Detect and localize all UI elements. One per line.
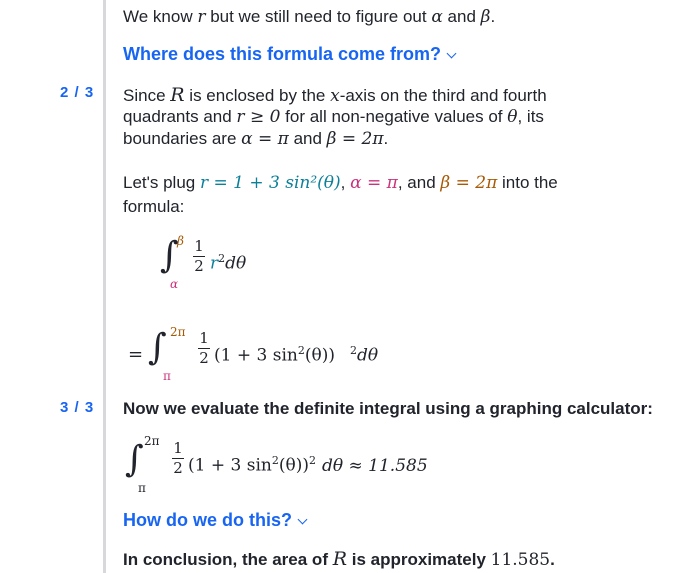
plug-line2: formula:: [123, 197, 185, 216]
lower-bound: α: [170, 277, 179, 291]
half-fraction: 1 2: [199, 329, 209, 367]
upper-bound: 2π: [170, 325, 186, 339]
integrand: (1 + 3 $\sin^2(\theta))^2$ dθ ≈ 11.585: [188, 454, 428, 476]
lower-bound: π: [138, 481, 146, 495]
chevron-down-icon: [447, 49, 457, 59]
half-fraction: 1 2: [173, 439, 183, 477]
step-number-2: 2 / 3: [60, 84, 95, 101]
chevron-down-icon: [298, 515, 308, 525]
plug-line1: Let's plug r = 1 + 3 sin²(θ), α = π, and β = 2π into the: [123, 173, 558, 193]
step-number-3: 3 / 3: [60, 399, 95, 416]
integrand: $r^2d\theta$: [210, 252, 247, 274]
upper-bound: 2π: [144, 434, 160, 448]
step2-line1: Since R is enclosed by the x-axis on the third and fourth: [123, 84, 547, 106]
step-rail: [103, 0, 106, 573]
conclusion-line: In conclusion, the area of R is approximately 11.585.: [123, 548, 555, 570]
integrand: (1 + 3 $\sin^2(\theta)$): [214, 344, 335, 366]
step2-line2: quadrants and r ≥ 0 for all non-negative values of θ, its: [123, 107, 544, 127]
intro-line: We know r but we still need to figure out α and β.: [123, 7, 496, 27]
lower-bound: π: [163, 369, 171, 383]
integral-sign: ∫: [148, 327, 167, 368]
half-fraction: 1 2: [194, 237, 204, 275]
integral-sign: ∫: [160, 235, 179, 276]
upper-bound: β: [177, 234, 184, 248]
step2-line3: boundaries are α = π and β = 2π.: [123, 129, 389, 149]
formula-origin-link[interactable]: Where does this formula come from?: [123, 44, 455, 65]
how-to-link[interactable]: How do we do this?: [123, 510, 306, 531]
integral-sign: ∫: [125, 439, 144, 480]
step3-text: Now we evaluate the definite integral using a graphing calculator:: [123, 399, 653, 418]
